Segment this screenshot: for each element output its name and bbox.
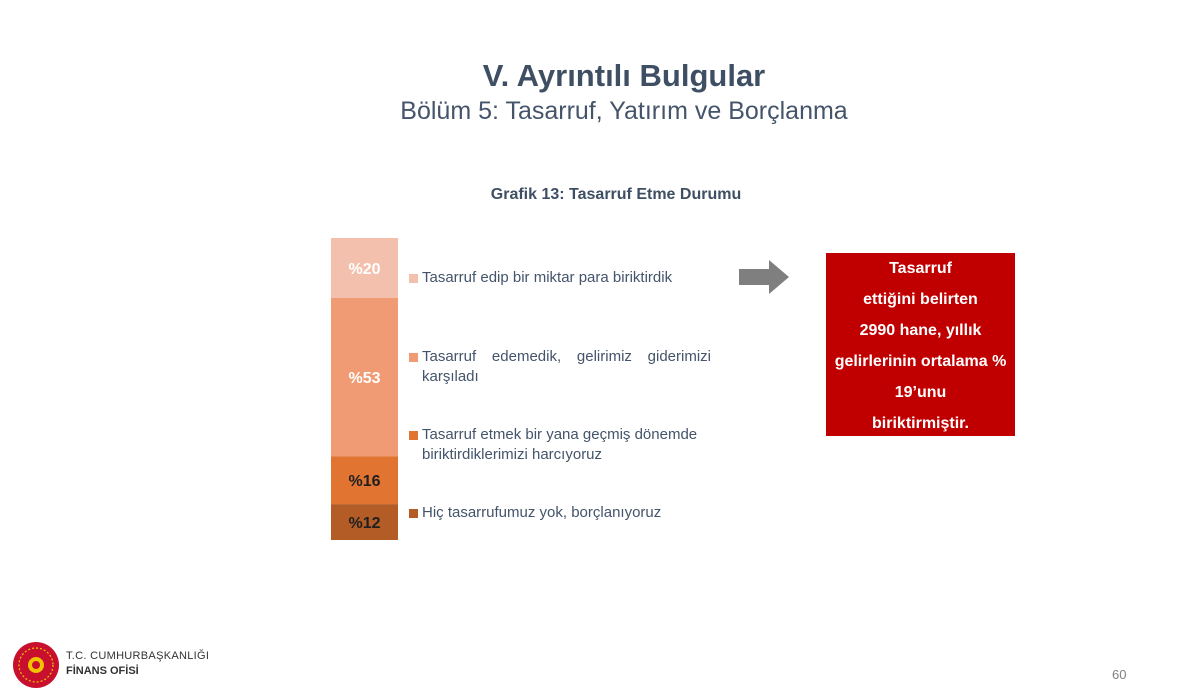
callout-line: biriktirmiştir. (872, 415, 969, 432)
bar-data-label: %12 (348, 515, 381, 533)
callout-box (826, 253, 1015, 436)
arrow-right-icon (739, 260, 789, 294)
callout-line: Tasarruf (889, 260, 952, 277)
bar-data-label: %53 (348, 370, 381, 388)
callout-line: ettiğini belirten (863, 291, 978, 308)
bar-data-label: %16 (348, 473, 381, 491)
page-title: V. Ayrıntılı Bulgular (482, 58, 766, 93)
chart-title: Grafik 13: Tasarruf Etme Durumu (490, 186, 742, 203)
legend-swatch (409, 353, 418, 362)
legend-label: Hiç tasarrufumuz yok, borçlanıyoruz (422, 504, 662, 521)
stacked-bar-chart (331, 238, 398, 540)
org-name-line1: T.C. CUMHURBAŞKANLIĞI (66, 650, 210, 662)
page-subtitle: Bölüm 5: Tasarruf, Yatırım ve Borçlanma (400, 97, 848, 125)
callout-line: 2990 hane, yıllık (859, 322, 982, 339)
legend-label: Tasarruf edemedik, gelirimiz giderimizi (422, 348, 711, 365)
legend-swatch (409, 509, 418, 518)
legend-item-borrowing (409, 503, 711, 523)
legend-swatch (409, 431, 418, 440)
legend-label-cont: karşıladı (422, 368, 479, 385)
callout-line: gelirlerinin ortalama % (834, 353, 1007, 370)
callout-line: 19’unu (894, 384, 947, 401)
legend-item-saved (409, 268, 711, 288)
page-number: 60 (1112, 667, 1127, 682)
org-name-line2: FİNANS OFİSİ (66, 665, 139, 677)
legend-item-no-savings (409, 347, 711, 387)
legend-label: Tasarruf edip bir miktar para biriktirdik (422, 269, 673, 286)
legend-item-spending-savings (409, 425, 711, 465)
legend-label-cont: biriktirdiklerimizi harcıyoruz (422, 446, 603, 463)
bar-data-label: %20 (348, 260, 381, 278)
legend-swatch (409, 274, 418, 283)
presidential-seal-icon (12, 641, 60, 689)
legend-label: Tasarruf etmek bir yana geçmiş dönemde (422, 426, 698, 443)
